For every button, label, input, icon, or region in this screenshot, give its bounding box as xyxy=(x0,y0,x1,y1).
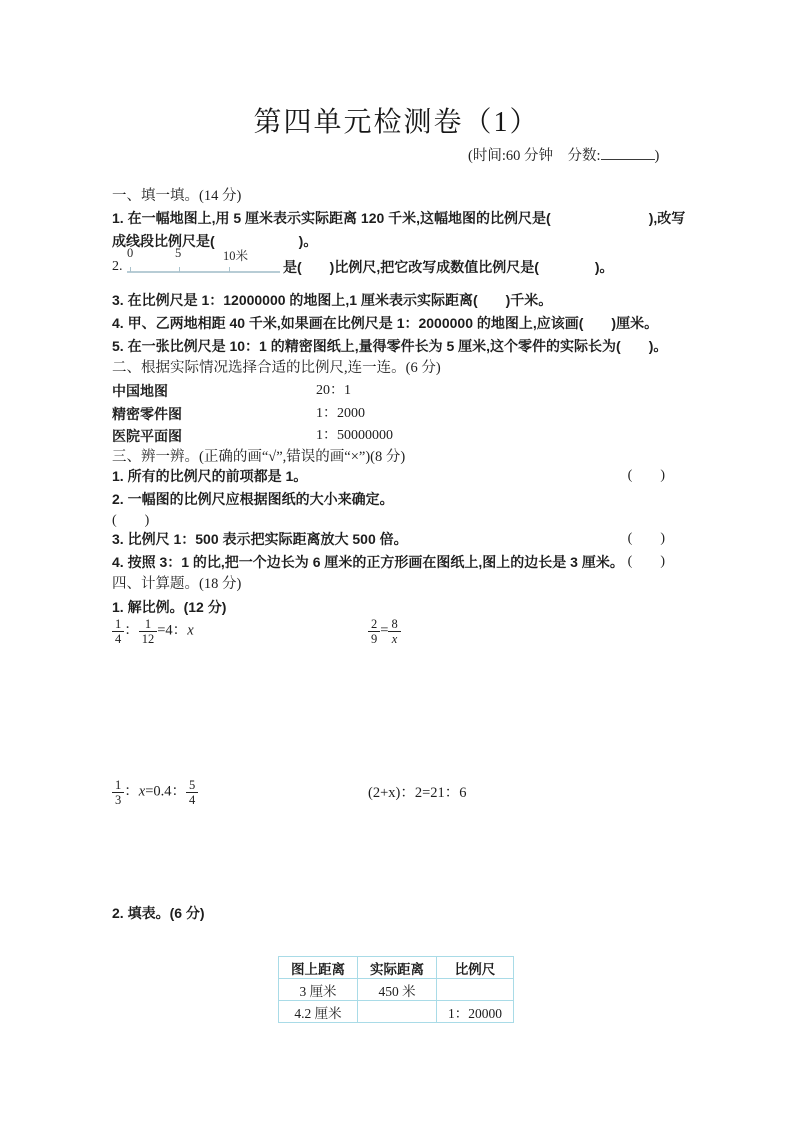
section-4-heading: 四、计算题。(18 分) xyxy=(112,576,242,592)
ruler-tick-0 xyxy=(130,267,131,272)
ruler-label-5: 5 xyxy=(175,246,182,260)
solve-proportion-label: 1. 解比例。(12 分) xyxy=(112,599,227,615)
match-scale-20-1: 20：1 xyxy=(316,383,351,398)
match-scale-1-2000: 1：2000 xyxy=(316,406,365,421)
scale-ruler xyxy=(127,248,280,273)
tf-q3-text: 3. 比例尺 1：500 表示把实际距离放大 500 倍。 xyxy=(112,531,408,547)
table-header-row xyxy=(279,957,514,979)
variable-x: x xyxy=(138,783,146,800)
q2-number: 2. xyxy=(112,259,123,274)
q1-line-1: 1. 在一幅地图上,用 5 厘米表示实际距离 120 千米,这幅地图的比例尺是( ),改写 xyxy=(112,210,686,226)
q5-text: 5. 在一张比例尺是 10：1 的精密图纸上,量得零件长为 5 厘米,这个零件的实际长为( )。 xyxy=(112,338,668,354)
q1-line-2: 成线段比例尺是( )。 xyxy=(112,233,318,249)
match-scale-1-50000000: 1：50000000 xyxy=(316,428,393,443)
cell-scale-2: 1：20000 xyxy=(437,1001,514,1023)
cell-map-distance-2: 4.2 厘米 xyxy=(279,1001,358,1023)
cell-actual-distance-1: 450 米 xyxy=(358,979,437,1001)
header-cell-actual-distance: 实际距离 xyxy=(358,957,437,979)
table-row xyxy=(279,1001,514,1023)
tf-question-3 xyxy=(112,529,665,549)
ruler-baseline xyxy=(127,271,280,273)
equation-1: $\frac{1}{4}$ ： $\frac{1}{12}$ =4：x xyxy=(112,617,194,647)
fraction-5-4: $\frac{5}{4}$ xyxy=(186,778,198,808)
equation-3: $\frac{1}{3}$ ：x=0.4： $\frac{5}{4}$ xyxy=(112,778,198,808)
score-blank xyxy=(601,146,655,160)
fill-table-label: 2. 填表。(6 分) xyxy=(112,905,205,921)
section-2-heading: 二、根据实际情况选择合适的比例尺,连一连。(6 分) xyxy=(112,360,441,376)
q2-text: 是( )比例尺,把它改写成数值比例尺是( )。 xyxy=(283,259,614,275)
tf-q2-text: 2. 一幅图的比例尺应根据图纸的大小来确定。 xyxy=(112,491,394,507)
q3-text: 3. 在比例尺是 1：12000000 的地图上,1 厘米表示实际距离( )千米。 xyxy=(112,292,553,308)
tf-question-4 xyxy=(112,552,665,572)
q4-text: 4. 甲、乙两地相距 40 千米,如果画在比例尺是 1：2000000 的地图上,应该画( )厘米。 xyxy=(112,315,659,331)
match-item-precision-part: 精密零件图 xyxy=(112,406,182,422)
cell-map-distance-1: 3 厘米 xyxy=(279,979,358,1001)
match-item-china-map: 中国地图 xyxy=(112,383,168,399)
tf-q4-text: 4. 按照 3：1 的比,把一个边长为 6 厘米的正方形画在图纸上,图上的边长是 3 厘米。 xyxy=(112,554,624,570)
fraction-8-x: $\frac{8}{x}$ xyxy=(388,617,400,647)
ruler-tick-10 xyxy=(229,267,230,272)
ruler-label-0: 0 xyxy=(127,246,134,260)
fraction-2-9: $\frac{2}{9}$ xyxy=(368,617,380,647)
section-3-heading: 三、辨一辨。(正确的画“√”,错误的画“×”)(8 分) xyxy=(112,449,406,465)
section-1-heading: 一、填一填。(14 分) xyxy=(112,188,242,204)
ruler-label-10: 10米 xyxy=(223,249,249,263)
tf-q2-answer-paren: ( ) xyxy=(112,513,150,528)
fraction-1-12: $\frac{1}{12}$ xyxy=(139,617,158,647)
tf-question-1 xyxy=(112,466,665,486)
fraction-1-4: $\frac{1}{4}$ xyxy=(112,617,124,647)
tf-q1-answer-paren: ( ) xyxy=(627,468,665,483)
fraction-1-3: $\frac{1}{3}$ xyxy=(112,778,124,808)
fill-table xyxy=(278,956,514,1023)
meta-label: (时间:60 分钟 分数: xyxy=(468,148,601,164)
page-title: 第四单元检测卷（1） xyxy=(253,107,540,138)
cell-actual-distance-2-empty xyxy=(358,1001,437,1023)
tf-q4-answer-paren: ( ) xyxy=(627,554,665,569)
meta-close: ) xyxy=(654,148,660,164)
match-item-hospital-plan: 医院平面图 xyxy=(112,428,182,444)
variable-x: x xyxy=(187,622,194,639)
ruler-tick-5 xyxy=(179,267,180,272)
equation-4: (2+x)：2=21：6 xyxy=(368,785,467,801)
tf-q1-text: 1. 所有的比例尺的前项都是 1。 xyxy=(112,468,308,484)
table-row xyxy=(279,979,514,1001)
tf-q3-answer-paren: ( ) xyxy=(627,531,665,546)
meta-info xyxy=(468,144,659,165)
equation-2: $\frac{2}{9}$ = $\frac{8}{x}$ xyxy=(368,617,401,647)
cell-scale-1-empty xyxy=(437,979,514,1001)
header-cell-map-distance: 图上距离 xyxy=(279,957,358,979)
header-cell-scale: 比例尺 xyxy=(437,957,514,979)
